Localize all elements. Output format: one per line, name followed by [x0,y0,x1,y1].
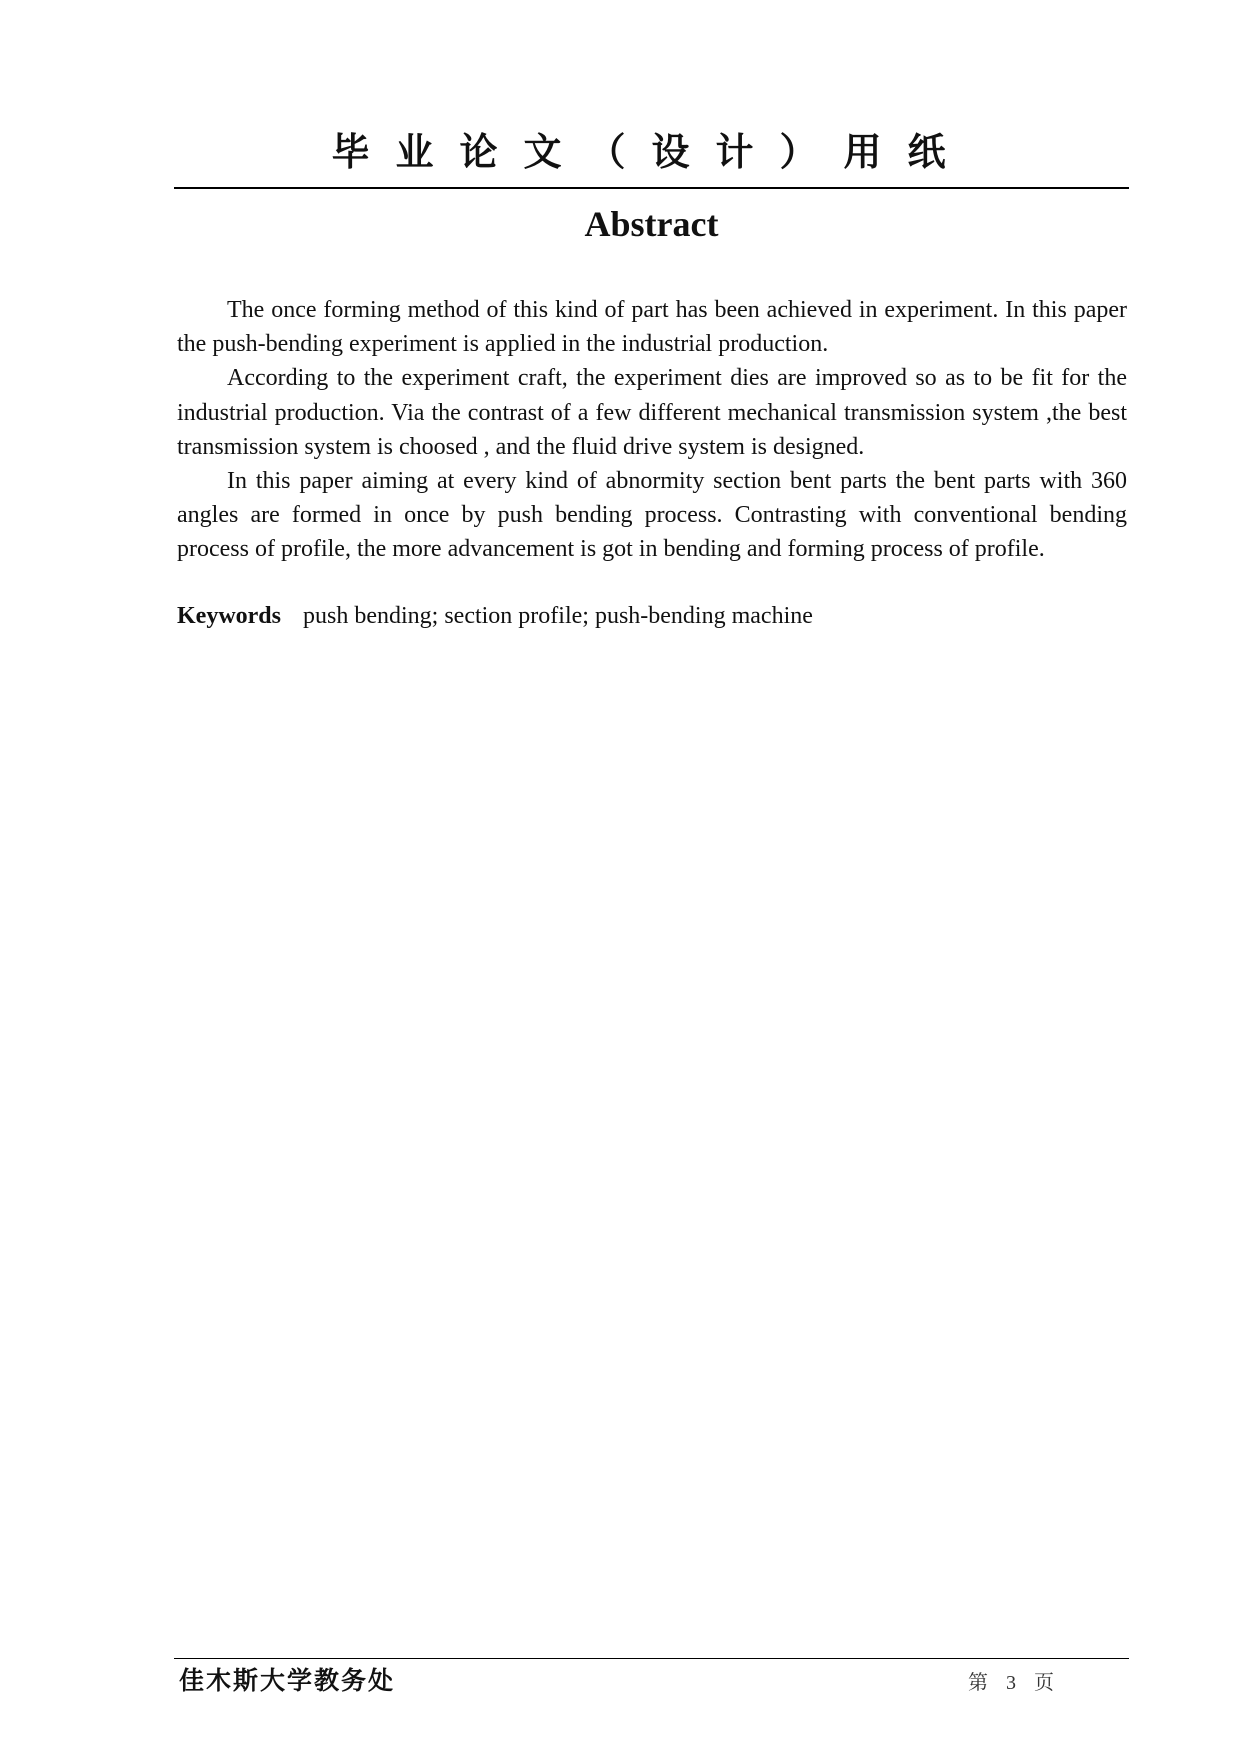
abstract-paragraph-3: In this paper aiming at every kind of abnormity section bent parts the bent parts with 360 angles are formed in once by push bending process. Contrasting with conventional bending process of profile, the more advancement is got in bending and forming process of profile. [177,468,1127,563]
abstract-body [177,293,1127,567]
page-header-title: 毕业论文（设计）用纸 [331,129,972,174]
page-number: 3 [1006,1672,1016,1694]
page-number-indicator [968,1668,1054,1698]
abstract-paragraph-2: According to the experiment craft, the experiment dies are improved so as to be fit for the industrial production. Via the contrast of a few different mechanical transmission system ,the best transmission system is choosed , and the fluid drive system is designed. [177,365,1127,460]
abstract-heading: Abstract [584,204,719,244]
keywords-label: Keywords [177,603,281,629]
page-prefix: 第 [968,1672,988,1694]
page-suffix: 页 [1034,1672,1054,1694]
abstract-paragraph-1: The once forming method of this kind of part has been achieved in experiment. In this paper the push-bending experiment is applied in the industrial production. [177,297,1127,358]
keywords-text: push bending; section profile; push-bending machine [303,603,813,629]
header-divider [174,187,1129,189]
keywords-line [177,599,1127,633]
footer-divider [174,1658,1129,1659]
footer-organization: 佳木斯大学教务处 [179,1666,396,1695]
